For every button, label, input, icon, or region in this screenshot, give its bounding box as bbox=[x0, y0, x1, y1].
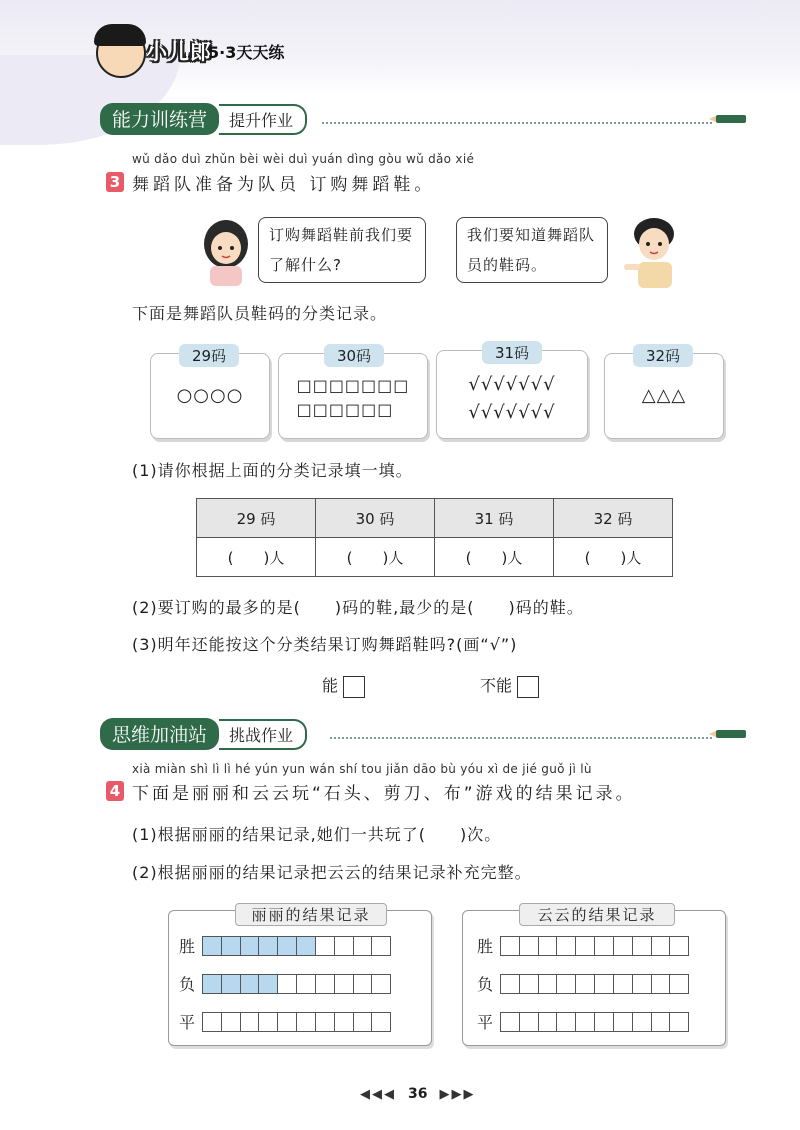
record-cell-filled[interactable] bbox=[202, 974, 222, 994]
record-cell[interactable] bbox=[500, 1012, 520, 1032]
mascot-hair bbox=[94, 24, 146, 46]
checkbox-no[interactable] bbox=[517, 676, 539, 698]
record-cell[interactable] bbox=[651, 936, 671, 956]
record-cell[interactable] bbox=[556, 974, 576, 994]
category-card bbox=[604, 347, 724, 439]
category-marks: □□□□□□□ bbox=[296, 376, 410, 395]
section-title: 能力训练营 bbox=[100, 103, 219, 135]
record-cell[interactable] bbox=[556, 1012, 576, 1032]
q3-sub3: (3)明年还能按这个分类结果订购舞蹈鞋吗?(画“√”) bbox=[132, 635, 518, 654]
record-card-title: 丽丽的结果记录 bbox=[235, 903, 387, 926]
prev-arrows-icon: ◀◀◀ bbox=[360, 1086, 396, 1102]
record-cell-filled[interactable] bbox=[240, 936, 260, 956]
pencil-icon bbox=[716, 115, 746, 123]
record-cell[interactable] bbox=[613, 1012, 633, 1032]
option-yes bbox=[322, 673, 365, 698]
brand-logo: 小儿郎 bbox=[146, 40, 212, 64]
record-cell[interactable] bbox=[594, 974, 614, 994]
record-card-title: 云云的结果记录 bbox=[519, 903, 675, 926]
record-cell[interactable] bbox=[315, 1012, 335, 1032]
record-cell[interactable] bbox=[575, 936, 595, 956]
record-cell[interactable] bbox=[669, 1012, 689, 1032]
record-cell[interactable] bbox=[651, 974, 671, 994]
option-no-label: 不能 bbox=[480, 676, 513, 695]
record-row-label: 胜 bbox=[178, 937, 195, 956]
table-header: 29 码 bbox=[197, 499, 316, 538]
record-cell[interactable] bbox=[334, 936, 354, 956]
category-card bbox=[150, 347, 270, 439]
brand-series: 5·3天天练 bbox=[208, 43, 285, 62]
dotted-divider bbox=[330, 737, 712, 739]
record-cell[interactable] bbox=[556, 936, 576, 956]
section-title: 思维加油站 bbox=[100, 718, 219, 750]
record-row-label: 负 bbox=[178, 975, 195, 994]
record-cell[interactable] bbox=[258, 1012, 278, 1032]
record-cell[interactable] bbox=[371, 1012, 391, 1032]
record-cell[interactable] bbox=[575, 1012, 595, 1032]
category-marks: △△△ bbox=[641, 385, 687, 406]
record-cell[interactable] bbox=[519, 1012, 539, 1032]
record-cell[interactable] bbox=[632, 974, 652, 994]
record-row bbox=[474, 1010, 688, 1033]
option-yes-label: 能 bbox=[322, 676, 339, 695]
q3-number: 3 bbox=[106, 172, 124, 192]
q3-text: 舞蹈队准备为队员 订购舞蹈鞋。 bbox=[132, 175, 436, 195]
q4-sub2: (2)根据丽丽的结果记录把云云的结果记录补充完整。 bbox=[132, 863, 532, 882]
girl-illustration bbox=[196, 218, 256, 286]
record-cell[interactable] bbox=[632, 936, 652, 956]
lili-record-grid bbox=[176, 934, 390, 1048]
record-cell[interactable] bbox=[594, 1012, 614, 1032]
page-number: 36 bbox=[408, 1086, 428, 1102]
record-cell[interactable] bbox=[538, 936, 558, 956]
category-card bbox=[436, 344, 588, 439]
record-cell-filled[interactable] bbox=[221, 936, 241, 956]
record-cell[interactable] bbox=[315, 936, 335, 956]
q4-number: 4 bbox=[106, 781, 124, 801]
record-cell-filled[interactable] bbox=[202, 936, 222, 956]
table-header: 31 码 bbox=[435, 499, 554, 538]
table-answer-cell[interactable]: ( )人 bbox=[554, 538, 673, 577]
record-row-label: 平 bbox=[476, 1013, 493, 1032]
q3-intro: 下面是舞蹈队员鞋码的分类记录。 bbox=[132, 304, 388, 323]
record-cell[interactable] bbox=[594, 936, 614, 956]
record-cell[interactable] bbox=[296, 974, 316, 994]
record-cell[interactable] bbox=[519, 936, 539, 956]
record-cell[interactable] bbox=[632, 1012, 652, 1032]
record-cell[interactable] bbox=[613, 936, 633, 956]
record-cell[interactable] bbox=[669, 974, 689, 994]
record-cell[interactable] bbox=[500, 936, 520, 956]
boy-illustration bbox=[622, 214, 682, 288]
table-header: 32 码 bbox=[554, 499, 673, 538]
section-banner-1 bbox=[100, 103, 307, 135]
category-card bbox=[278, 347, 428, 439]
record-cell[interactable] bbox=[277, 1012, 297, 1032]
record-cell-filled[interactable] bbox=[240, 974, 260, 994]
record-cell[interactable] bbox=[240, 1012, 260, 1032]
section-subtitle: 提升作业 bbox=[219, 104, 307, 135]
record-cell[interactable] bbox=[538, 1012, 558, 1032]
record-cell[interactable] bbox=[613, 974, 633, 994]
record-row-label: 平 bbox=[178, 1013, 195, 1032]
category-label: 32码 bbox=[633, 344, 693, 367]
page-footer bbox=[360, 1086, 475, 1102]
q4-pinyin: xià miàn shì lì lì hé yún yun wán shí tou jiǎn dāo bù yóu xì de jié guǒ jì lù bbox=[132, 762, 592, 776]
category-label: 30码 bbox=[324, 344, 384, 367]
record-cell[interactable] bbox=[500, 974, 520, 994]
record-cell[interactable] bbox=[353, 1012, 373, 1032]
record-cell[interactable] bbox=[334, 1012, 354, 1032]
category-marks: ○○○○ bbox=[176, 385, 244, 406]
record-cell-filled[interactable] bbox=[258, 974, 278, 994]
category-marks: √√√√√√√ bbox=[468, 374, 556, 395]
record-cell[interactable] bbox=[353, 936, 373, 956]
record-row-label: 胜 bbox=[476, 937, 493, 956]
record-row bbox=[176, 934, 390, 957]
yunyun-record-grid bbox=[474, 934, 688, 1048]
record-cell-filled[interactable] bbox=[277, 936, 297, 956]
record-cell[interactable] bbox=[353, 974, 373, 994]
record-cell[interactable] bbox=[202, 1012, 222, 1032]
section-banner-2 bbox=[100, 718, 307, 750]
record-cell[interactable] bbox=[669, 936, 689, 956]
record-cell[interactable] bbox=[221, 1012, 241, 1032]
option-no bbox=[480, 673, 539, 698]
dotted-divider bbox=[322, 122, 712, 124]
table-answer-cell[interactable]: ( )人 bbox=[316, 538, 435, 577]
fill-table bbox=[196, 498, 673, 577]
checkbox-yes[interactable] bbox=[343, 676, 365, 698]
pencil-icon bbox=[716, 730, 746, 738]
record-cell[interactable] bbox=[315, 974, 335, 994]
record-cell[interactable] bbox=[334, 974, 354, 994]
table-answer-cell[interactable]: ( )人 bbox=[435, 538, 554, 577]
record-cell[interactable] bbox=[538, 974, 558, 994]
record-cell[interactable] bbox=[371, 936, 391, 956]
category-marks-row2: □□□□□□ bbox=[296, 400, 394, 419]
record-cell[interactable] bbox=[296, 1012, 316, 1032]
q4-text: 下面是丽丽和云云玩“石头、剪刀、布”游戏的结果记录。 bbox=[132, 784, 636, 804]
speech-bubble-girl: 订购舞蹈鞋前我们要了解什么? bbox=[258, 217, 426, 283]
record-row bbox=[474, 972, 688, 995]
record-cell[interactable] bbox=[277, 974, 297, 994]
record-row bbox=[176, 972, 390, 995]
next-arrows-icon: ▶▶▶ bbox=[439, 1086, 476, 1102]
category-label: 29码 bbox=[179, 344, 239, 367]
record-cell-filled[interactable] bbox=[221, 974, 241, 994]
record-row bbox=[474, 934, 688, 957]
table-header: 30 码 bbox=[316, 499, 435, 538]
category-marks-row2: √√√√√√√ bbox=[468, 402, 556, 423]
record-row-label: 负 bbox=[476, 975, 493, 994]
speech-bubble-boy: 我们要知道舞蹈队员的鞋码。 bbox=[456, 217, 608, 283]
record-cell[interactable] bbox=[575, 974, 595, 994]
record-row bbox=[176, 1010, 390, 1033]
q4-sub1: (1)根据丽丽的结果记录,她们一共玩了( )次。 bbox=[132, 825, 502, 844]
section-subtitle: 挑战作业 bbox=[219, 719, 307, 750]
record-cell[interactable] bbox=[651, 1012, 671, 1032]
record-cell[interactable] bbox=[519, 974, 539, 994]
q3-pinyin: wǔ dǎo duì zhǔn bèi wèi duì yuán dìng gòu wǔ dǎo xié bbox=[132, 152, 475, 166]
table-answer-cell[interactable]: ( )人 bbox=[197, 538, 316, 577]
q3-sub2: (2)要订购的最多的是( )码的鞋,最少的是( )码的鞋。 bbox=[132, 598, 584, 617]
q3-sub1: (1)请你根据上面的分类记录填一填。 bbox=[132, 461, 413, 480]
category-label: 31码 bbox=[482, 341, 542, 364]
record-cell-filled[interactable] bbox=[296, 936, 316, 956]
record-cell[interactable] bbox=[371, 974, 391, 994]
record-cell-filled[interactable] bbox=[258, 936, 278, 956]
